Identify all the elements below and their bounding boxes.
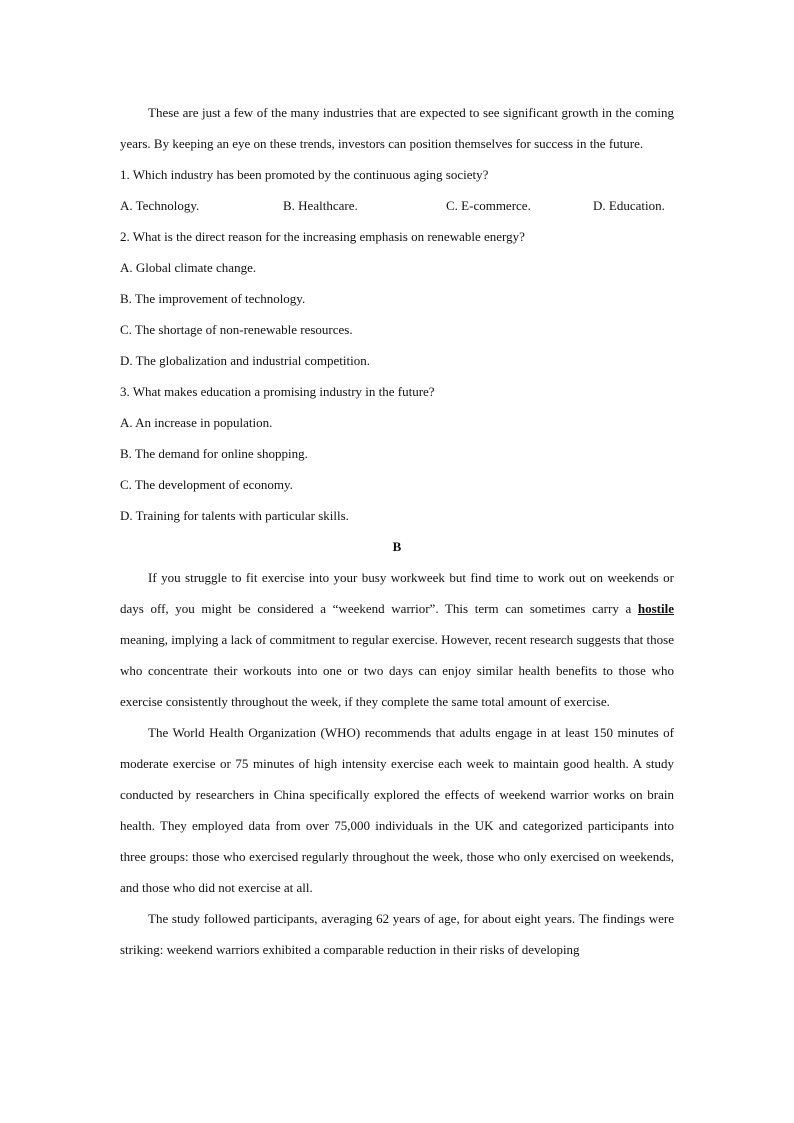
keyword-hostile: hostile bbox=[637, 601, 674, 616]
passage-b-p1-after: meaning, implying a lack of commitment to regular exercise. However, recent research suggests that those who concentrate their workouts into one or two days can enjoy similar health benefits to those who exercise consistently throughout the week, if they complete the same total amount of exercise. bbox=[120, 632, 674, 709]
question-1-stem: 1. Which industry has been promoted by the continuous aging society? bbox=[120, 167, 489, 182]
question-1-option-d: D. Education. bbox=[593, 198, 665, 213]
question-1-option-c: C. E-commerce. bbox=[446, 198, 531, 213]
document-content bbox=[120, 97, 674, 965]
question-2-option-b: B. The improvement of technology. bbox=[120, 291, 306, 306]
question-3-option-c: C. The development of economy. bbox=[120, 477, 293, 492]
intro-paragraph: These are just a few of the many industries that are expected to see significant growth in the coming years. By keeping an eye on these trends, investors can position themselves for success in the future. bbox=[120, 105, 674, 151]
passage-b-paragraph-2: The World Health Organization (WHO) recommends that adults engage in at least 150 minutes of moderate exercise or 75 minutes of high intensity exercise each week to maintain good health. A study conducted by researchers in China specifically explored the effects of weekend warrior works on brain health. They employed data from over 75,000 individuals in the UK and categorized participants into three groups: those who exercised regularly throughout the week, those who only exercised on weekends, and those who did not exercise at all. bbox=[120, 725, 674, 895]
question-3-stem: 3. What makes education a promising industry in the future? bbox=[120, 384, 435, 399]
question-2-option-d: D. The globalization and industrial competition. bbox=[120, 353, 370, 368]
passage-b-p1-before: If you struggle to fit exercise into your busy workweek but find time to work out on weekends or days off, you might be considered a “weekend warrior”. This term can sometimes carry a bbox=[120, 570, 674, 616]
section-heading: B bbox=[392, 539, 402, 554]
question-1-options bbox=[120, 190, 674, 221]
question-3-option-a: A. An increase in population. bbox=[120, 415, 273, 430]
question-3-option-b: B. The demand for online shopping. bbox=[120, 446, 308, 461]
question-1-option-a: A. Technology. bbox=[120, 198, 200, 213]
question-2-option-a: A. Global climate change. bbox=[120, 260, 257, 275]
question-2-stem: 2. What is the direct reason for the increasing emphasis on renewable energy? bbox=[120, 229, 525, 244]
question-3-option-d: D. Training for talents with particular skills. bbox=[120, 508, 349, 523]
passage-b-paragraph-3: The study followed participants, averaging 62 years of age, for about eight years. The findings were striking: weekend warriors exhibited a comparable reduction in their risks of developing bbox=[120, 911, 674, 957]
question-2-option-c: C. The shortage of non-renewable resources. bbox=[120, 322, 353, 337]
question-1-option-b: B. Healthcare. bbox=[283, 198, 358, 213]
passage-b-paragraph-1 bbox=[120, 562, 674, 717]
